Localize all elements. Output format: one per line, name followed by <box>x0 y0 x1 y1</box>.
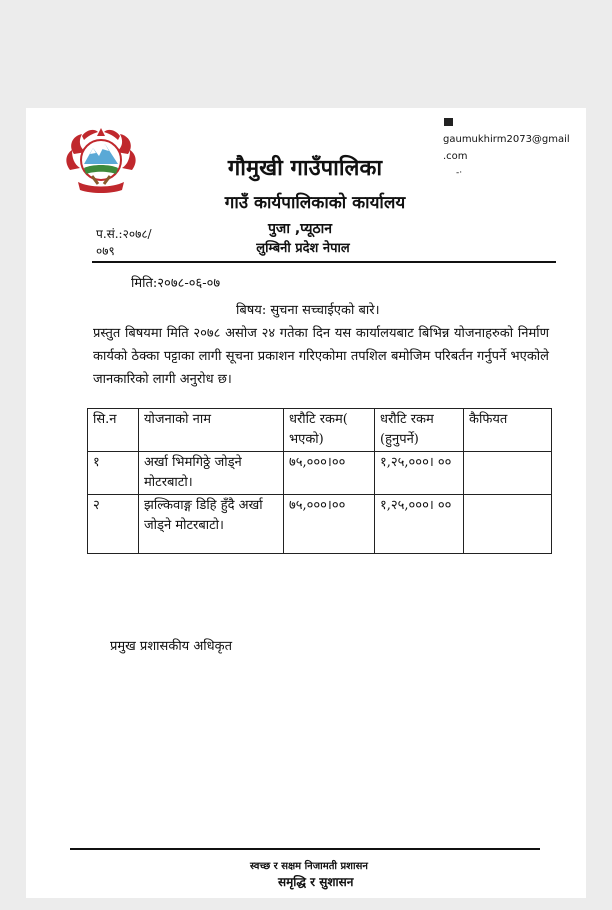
letter-body: प्रस्तुत बिषयमा मिति २०७८ असोज २४ गतेका दिन यस कार्यालयबाट बिभिन्न योजनाहरुको निर्माण कार्यको ठेक्का पट्टाका लागी सूचना प्रकाशन गरिएकोमा तपशिल बमोजिम परिबर्तन गर्नुपर्ने भएकोले जानकारिको लागी अनुरोध छ। <box>93 326 549 387</box>
table-cell: ७५,०००।०० <box>284 495 375 554</box>
footer-slogan1: स्वच्छ र सक्षम निजामती प्रशासन <box>250 861 368 872</box>
table-cell: अर्खा भिमगिठ्ठे जोड्ने मोटरबाटो। <box>139 452 284 495</box>
table-cell <box>464 495 552 554</box>
email-mark: -· <box>456 168 463 178</box>
table-cell: २ <box>88 495 139 554</box>
table-cell: १,२५,०००। ०० <box>375 495 464 554</box>
table-cell: ७५,०००।०० <box>284 452 375 495</box>
table-cell: झल्किवाङ्ग डिहि हुँदै अर्खा जोड्ने मोटरबाटो। <box>139 495 284 554</box>
office-subtitle: गाउँ कार्यपालिकाको कार्यालय <box>224 193 406 213</box>
reference-number-year: ०७९ <box>96 244 115 258</box>
table-cell: १ <box>88 452 139 495</box>
office-address-line1: पुजा ,प्यूठान <box>267 221 333 237</box>
table-cell: १,२५,०००। ०० <box>375 452 464 495</box>
footer-slogan2: समृद्धि र सुशासन <box>278 875 354 889</box>
table-row <box>88 495 552 554</box>
office-address-line2: लुम्बिनी प्रदेश नेपाल <box>256 241 350 256</box>
footer-divider <box>70 848 540 850</box>
header-divider <box>92 261 556 263</box>
table-header-cell: योजनाको नाम <box>139 409 284 452</box>
letter-date: मिति:२०७८-०६-०७ <box>131 276 221 291</box>
project-table <box>87 408 552 554</box>
table-header-cell: धरौटि रकम( भएको) <box>284 409 375 452</box>
government-emblem-logo <box>62 124 140 196</box>
letter-subject: बिषय: सुचना सच्चाईएको बारे। <box>236 303 380 318</box>
table-row <box>88 452 552 495</box>
email-line1: gaumukhirm2073@gmail <box>443 134 570 145</box>
office-name: गौमुखी गाउँपालिका <box>227 156 383 181</box>
email-line2: .com <box>443 151 468 162</box>
reference-number: प.सं.:२०७८/ <box>96 227 152 241</box>
table-header-cell: धरौटि रकम (हुनुपर्ने) <box>375 409 464 452</box>
signature-title: प्रमुख प्रशासकीय अधिकृत <box>110 639 233 654</box>
table-header-cell: कैफियत <box>464 409 552 452</box>
table-header-row <box>88 409 552 452</box>
table-header-cell: सि.न <box>88 409 139 452</box>
table-cell <box>464 452 552 495</box>
email-icon <box>444 118 453 126</box>
